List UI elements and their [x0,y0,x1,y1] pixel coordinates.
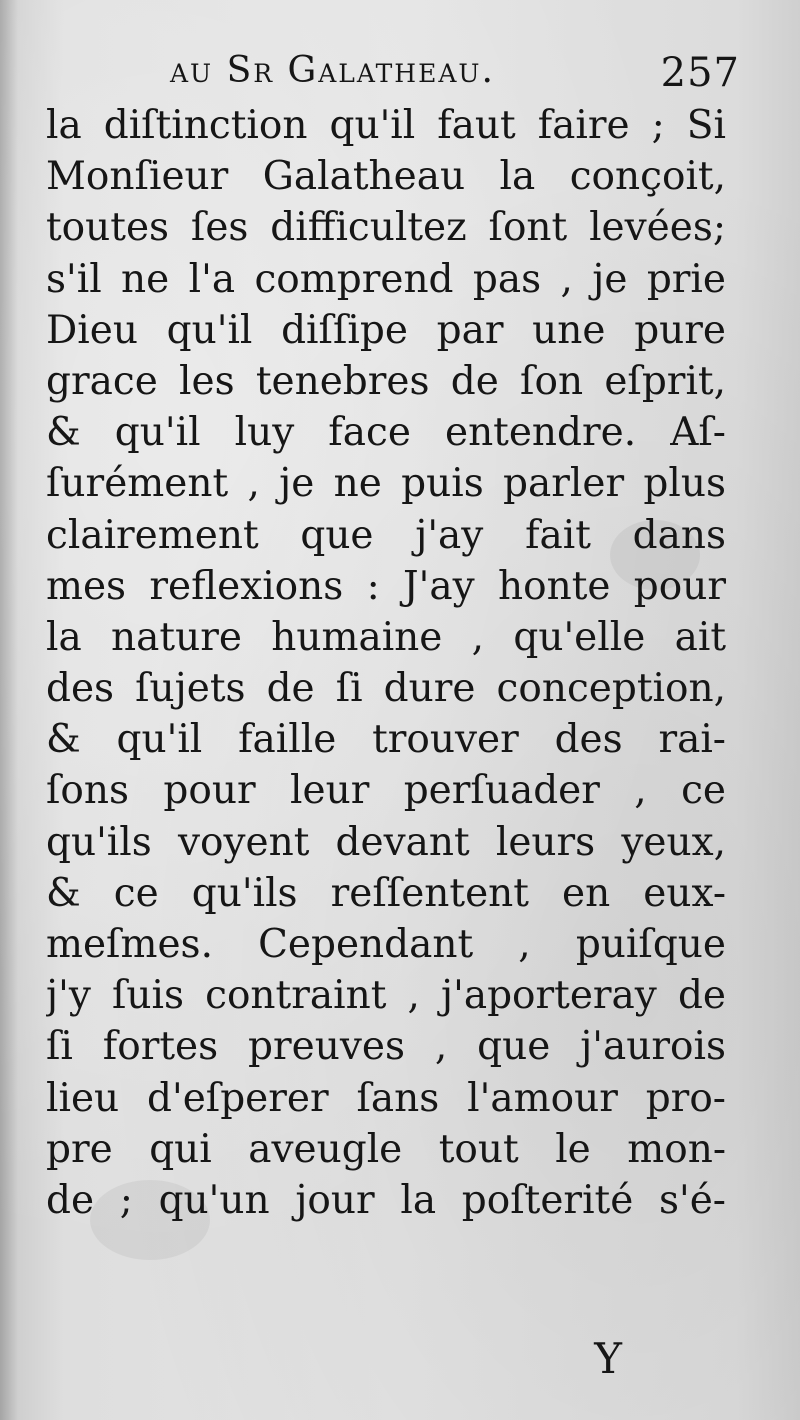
text-line: des ſujets de ſi dure conception, [46,666,726,712]
text-line: & qu'il faille trouver des rai- [46,717,726,763]
text-line: & ce qu'ils reſſentent en eux- [46,870,726,916]
text-line: meſmes. Cependant , puiſque [46,922,726,967]
text-line: lieu d'eſperer ſans l'amour pro- [46,1075,726,1121]
text-line: ſurément , je ne puis parler plus [46,461,726,507]
text-line: pre qui aveugle tout le mon- [46,1126,726,1172]
text-line: & qu'il luy face entendre. Aſ- [46,410,726,456]
text-line: s'il ne l'a comprend pas , je prie [46,256,726,302]
running-title: au Sr Galatheau. [170,50,495,91]
text-line: toutes ſes difficultez ſont levées; [46,205,726,251]
text-line: grace les tenebres de ſon eſprit, [46,358,726,404]
text-line: ſons pour leur perſuader , ce [46,768,726,814]
text-line: ſi fortes preuves , que j'aurois [46,1024,726,1070]
spine-shadow [0,0,18,1420]
body-text [46,100,726,1226]
text-line: Dieu qu'il diſſipe par une pure [46,307,726,353]
text-line: j'y ſuis contraint , j'aporteray de [46,973,726,1019]
text-line: la nature humaine , qu'elle ait [46,614,726,660]
signature-mark: Y [594,1334,622,1383]
page-number: 257 [660,50,740,96]
text-line: clairement que j'ay fait dans [46,512,726,558]
text-line: de ; qu'un jour la poſterité s'é- [46,1177,726,1223]
text-line: Monſieur Galatheau la conçoit, [46,154,726,200]
text-line: qu'ils voyent devant leurs yeux, [46,819,726,865]
text-line: mes reflexions : J'ay honte pour [46,563,726,609]
text-line: la diſtinction qu'il faut faire ; Si [46,103,726,148]
